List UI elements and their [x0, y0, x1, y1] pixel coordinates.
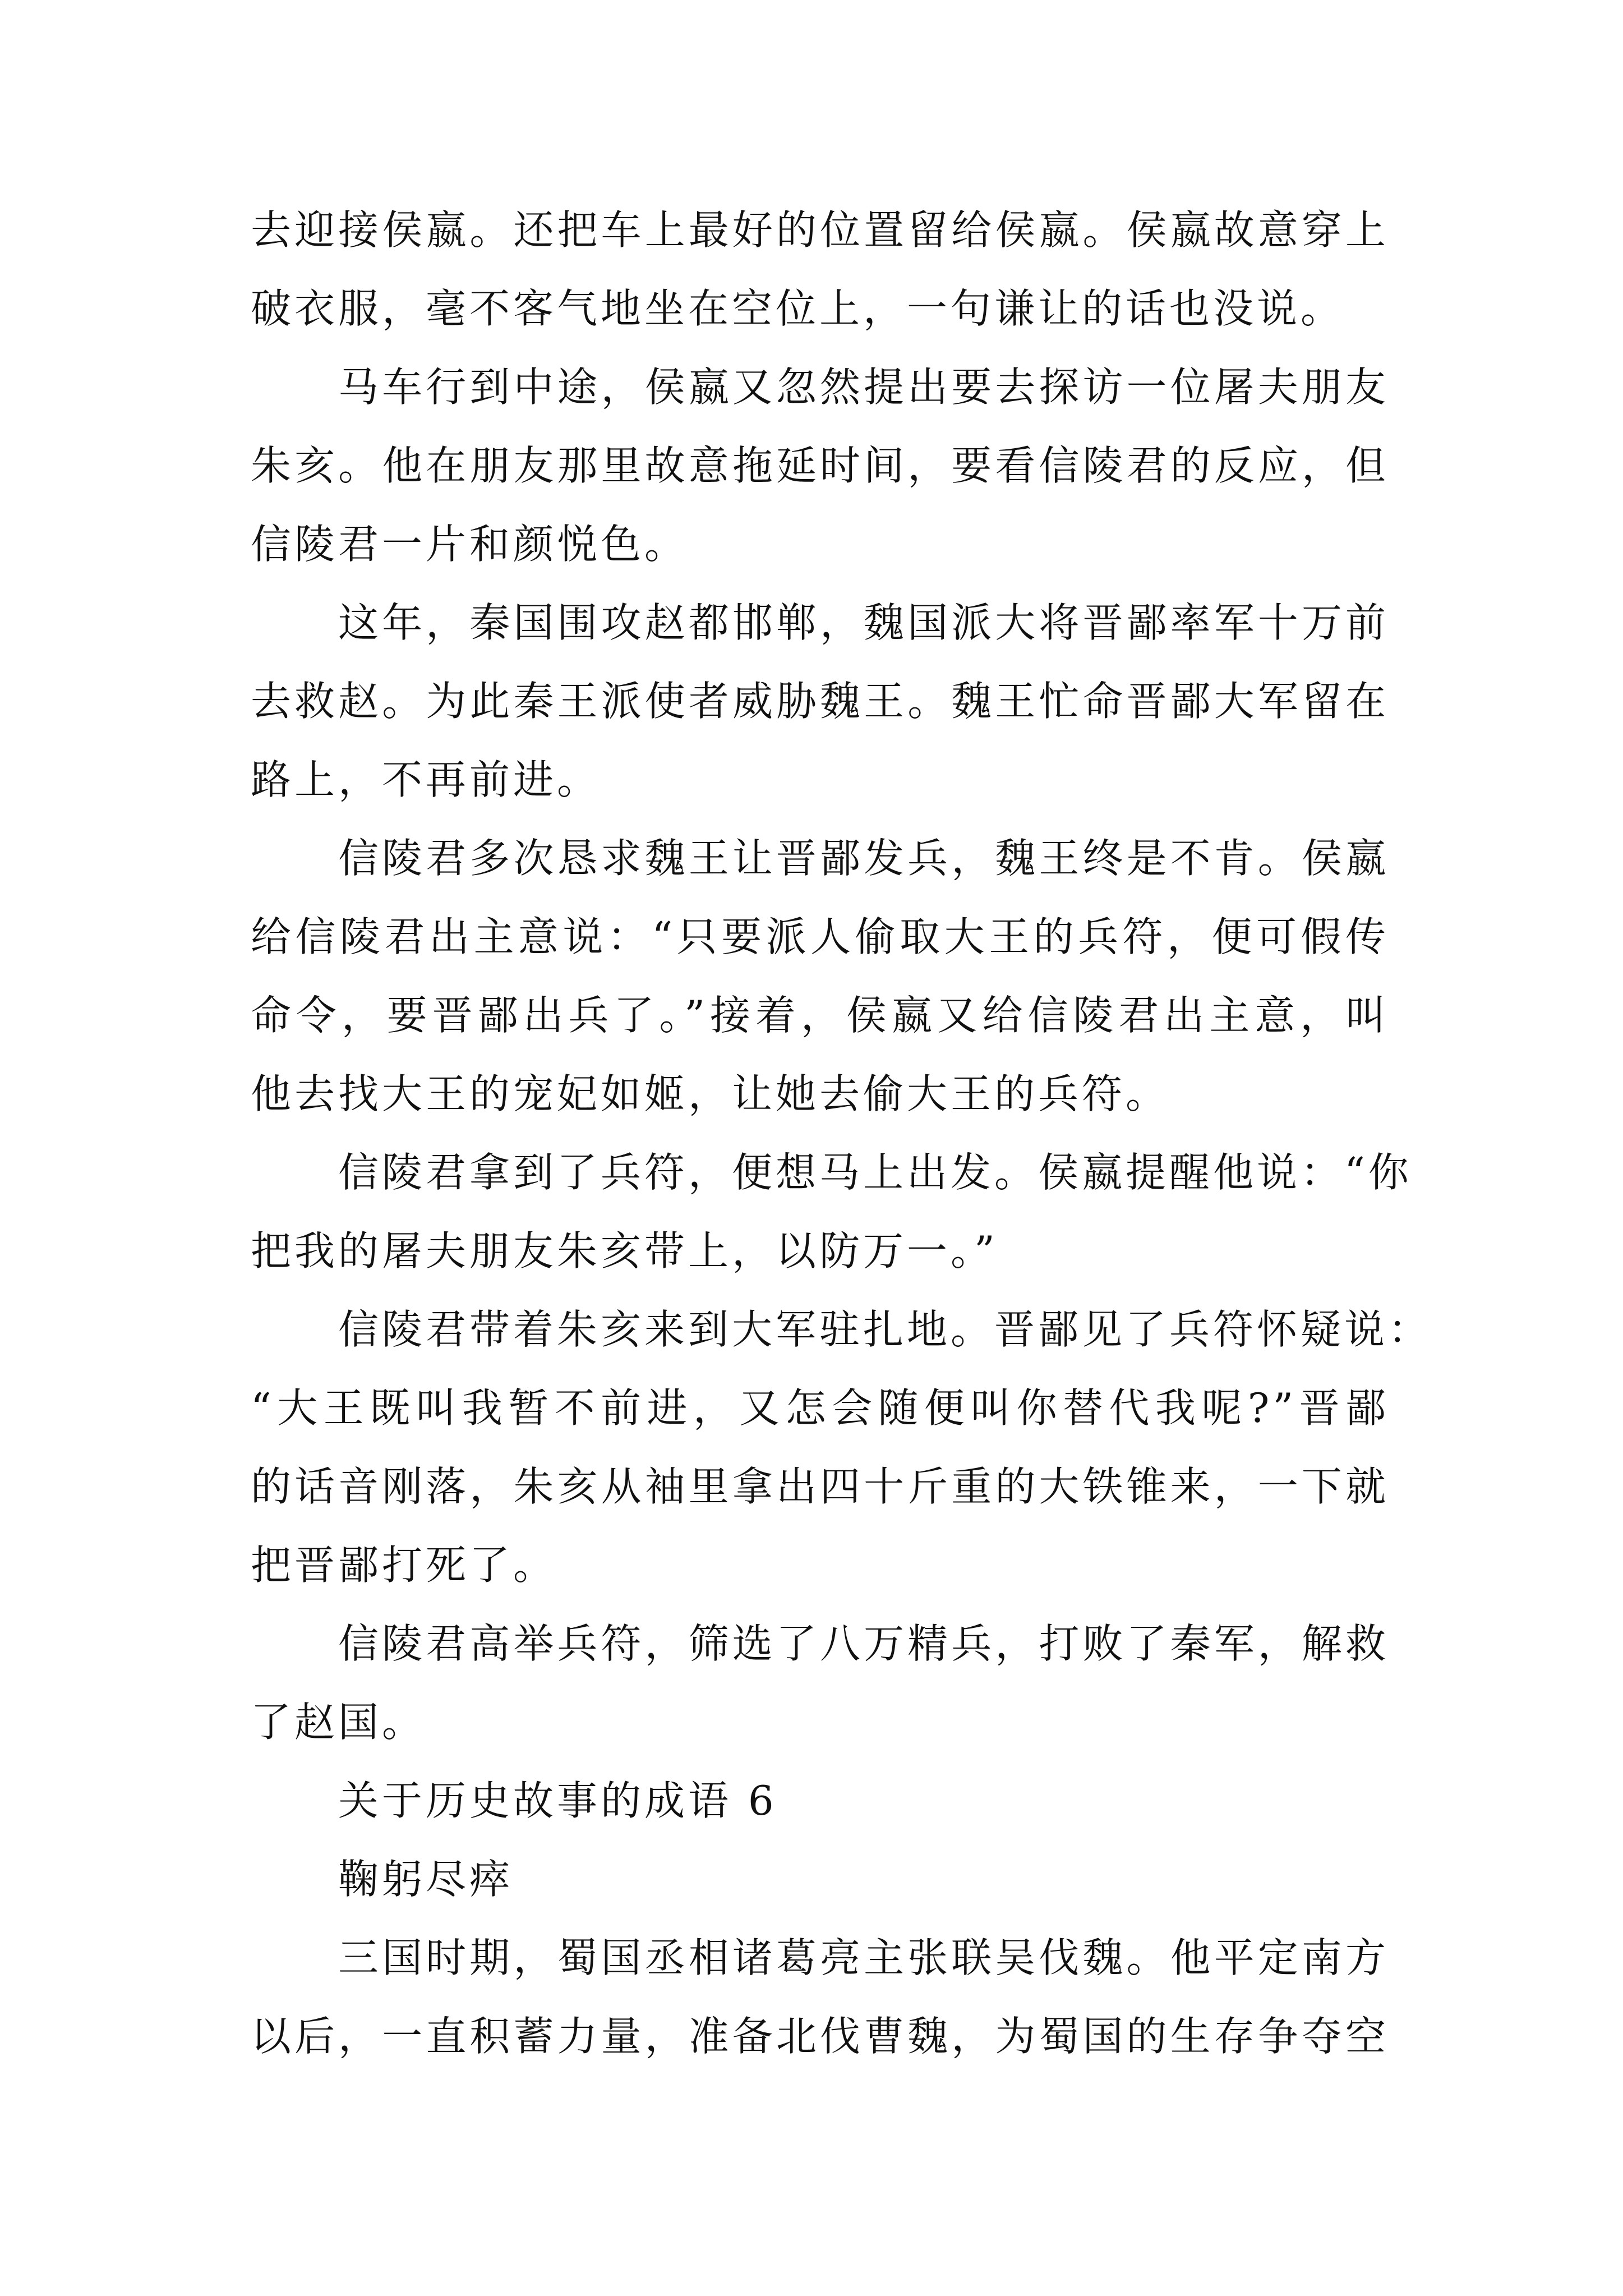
- text-line: 命令，要晋鄙出兵了。”接着，侯嬴又给信陵君出主意，叫: [251, 992, 1389, 1039]
- text-line: 把晋鄙打死了。: [251, 1542, 557, 1589]
- text-line: 破衣服，毫不客气地坐在空位上，一句谦让的话也没说。: [251, 285, 1345, 332]
- text-line: 三国时期，蜀国丞相诸葛亮主张联吴伐魏。他平定南方: [338, 1934, 1389, 1981]
- text-line: 去迎接侯嬴。还把车上最好的位置留给侯嬴。侯嬴故意穿上: [251, 206, 1389, 254]
- text-line: 鞠躬尽瘁: [338, 1856, 514, 1903]
- text-line: 以后，一直积蓄力量，准备北伐曹魏，为蜀国的生存争夺空: [251, 2013, 1389, 2060]
- text-line: 信陵君拿到了兵符，便想马上出发。侯嬴提醒他说：“你: [338, 1149, 1412, 1196]
- body-text: [251, 191, 1432, 2076]
- text-line: 去救赵。为此秦王派使者威胁魏王。魏王忙命晋鄙大军留在: [251, 678, 1389, 725]
- text-line: 信陵君多次恳求魏王让晋鄙发兵，魏王终是不肯。侯嬴: [338, 835, 1389, 882]
- text-line: 信陵君一片和颜悦色。: [251, 521, 689, 568]
- text-line: 朱亥。他在朋友那里故意拖延时间，要看信陵君的反应，但: [251, 442, 1389, 489]
- text-line: 给信陵君出主意说：“只要派人偷取大王的兵符，便可假传: [251, 913, 1389, 960]
- text-line: 关于历史故事的成语 6: [338, 1777, 777, 1824]
- text-line: 他去找大王的宠妃如姬，让她去偷大王的兵符。: [251, 1070, 1170, 1117]
- text-line: 的话音刚落，朱亥从袖里拿出四十斤重的大铁锥来，一下就: [251, 1463, 1389, 1510]
- text-line: 信陵君高举兵符，筛选了八万精兵，打败了秦军，解救: [338, 1620, 1389, 1667]
- text-line: 这年，秦国围攻赵都邯郸，魏国派大将晋鄙率军十万前: [338, 599, 1389, 646]
- text-line: 了赵国。: [251, 1699, 426, 1746]
- text-line: 信陵君带着朱亥来到大军驻扎地。晋鄙见了兵符怀疑说：: [338, 1306, 1432, 1353]
- text-line: 路上，不再前进。: [251, 756, 601, 803]
- text-line: 马车行到中途，侯嬴又忽然提出要去探访一位屠夫朋友: [338, 364, 1389, 411]
- text-line: “大王既叫我暂不前进，又怎会随便叫你替代我呢?”晋鄙: [251, 1384, 1389, 1432]
- text-line: 把我的屠夫朋友朱亥带上，以防万一。”: [251, 1227, 998, 1274]
